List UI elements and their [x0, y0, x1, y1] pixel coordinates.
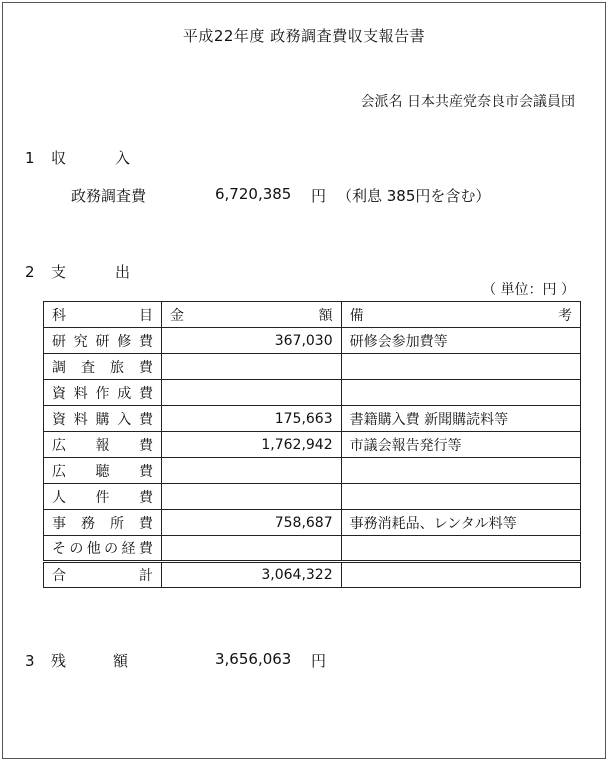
balance-number: 3 [25, 652, 35, 670]
income-number: 1 [25, 149, 35, 167]
amount-cell [161, 354, 341, 380]
remarks-cell: 書籍購入費 新聞購読料等 [341, 406, 580, 432]
item-char: 研 [95, 333, 110, 350]
header-amount-char: 金 [169, 307, 184, 324]
item-char: 調 [52, 359, 66, 376]
item-cell [44, 458, 162, 484]
income-note: （利息 385円を含む） [337, 187, 491, 205]
item-char: 報 [95, 437, 110, 454]
item-char: 経 [121, 541, 136, 557]
remarks-cell [341, 562, 580, 588]
item-char: 件 [95, 489, 110, 506]
income-heading-char-1: 収 [51, 149, 67, 167]
table-row [44, 406, 581, 432]
item-char: 費 [138, 385, 153, 402]
item-char: 他 [86, 541, 101, 557]
table-row [44, 380, 581, 406]
item-char: 成 [117, 385, 132, 402]
item-char: 査 [80, 359, 95, 376]
item-char: 究 [73, 333, 88, 350]
item-char: 聴 [95, 463, 110, 480]
item-char: 料 [73, 411, 88, 428]
item-char: の [104, 541, 119, 557]
balance-heading-char-2: 額 [113, 652, 129, 670]
item-char: 費 [138, 463, 153, 480]
item-char: 作 [95, 385, 110, 402]
item-char: 費 [138, 515, 153, 532]
income-unit: 円 [311, 187, 327, 205]
item-char: 費 [138, 411, 153, 428]
remarks-cell [341, 458, 580, 484]
amount-cell: 1,762,942 [161, 432, 341, 458]
income-heading-char-2: 入 [115, 149, 131, 167]
item-char: 旅 [109, 359, 124, 376]
expense-heading [25, 261, 130, 282]
header-amount [161, 302, 341, 328]
item-char: 費 [138, 333, 153, 350]
expense-number: 2 [25, 263, 35, 281]
table-row [44, 432, 581, 458]
item-char: の [69, 541, 84, 557]
item-cell [44, 406, 162, 432]
income-amount: 6,720,385 [215, 185, 292, 203]
item-cell [44, 536, 162, 562]
item-cell [44, 354, 162, 380]
item-cell [44, 562, 162, 588]
item-char: 購 [95, 411, 110, 428]
item-char: 費 [138, 359, 153, 376]
item-char: 広 [52, 437, 66, 454]
table-row [44, 354, 581, 380]
item-char: 事 [52, 515, 66, 532]
header-item-char: 目 [138, 307, 153, 324]
item-char: 合 [52, 568, 66, 584]
amount-cell: 175,663 [161, 406, 341, 432]
item-char: 費 [138, 437, 153, 454]
income-heading [25, 147, 130, 168]
table-total-row [44, 562, 581, 588]
remarks-cell [341, 354, 580, 380]
item-char: 人 [52, 489, 66, 506]
item-char: 入 [117, 411, 132, 428]
item-char: 費 [138, 489, 153, 506]
balance-unit: 円 [311, 652, 327, 670]
balance-amount: 3,656,063 [215, 650, 292, 668]
item-char: 計 [138, 568, 153, 584]
item-cell [44, 380, 162, 406]
header-amount-char: 額 [318, 307, 333, 324]
table-row [44, 484, 581, 510]
item-cell [44, 484, 162, 510]
header-remarks [341, 302, 580, 328]
header-item [44, 302, 162, 328]
amount-cell: 758,687 [161, 510, 341, 536]
organization-name: 会派名 日本共産党奈良市会議員団 [360, 94, 575, 110]
expense-heading-char-1: 支 [51, 263, 67, 281]
document-title: 平成22年度 政務調査費収支報告書 [182, 27, 426, 45]
item-char: 資 [52, 385, 66, 402]
expense-heading-char-2: 出 [115, 263, 131, 281]
item-char: 所 [109, 515, 124, 532]
item-char: 資 [52, 411, 66, 428]
remarks-cell [341, 536, 580, 562]
balance-heading-char-1: 残 [51, 652, 67, 670]
item-char: 務 [80, 515, 95, 532]
remarks-cell [341, 380, 580, 406]
item-char: 費 [138, 541, 153, 557]
remarks-cell: 事務消耗品、レンタル料等 [341, 510, 580, 536]
header-item-char: 科 [52, 307, 66, 324]
item-char: 料 [73, 385, 88, 402]
report-page [2, 2, 606, 759]
remarks-cell [341, 484, 580, 510]
amount-cell: 3,064,322 [161, 562, 341, 588]
unit-note: （ 単位：円 ） [482, 282, 575, 298]
table-header-row [44, 302, 581, 328]
amount-cell [161, 484, 341, 510]
item-cell [44, 432, 162, 458]
table-row [44, 536, 581, 562]
amount-cell [161, 536, 341, 562]
item-char: 広 [52, 463, 66, 480]
amount-cell [161, 380, 341, 406]
header-remarks-char: 備 [349, 307, 364, 324]
balance-heading [25, 650, 128, 671]
header-remarks-char: 考 [558, 307, 572, 324]
item-cell [44, 510, 162, 536]
table-row [44, 458, 581, 484]
expense-table [43, 301, 581, 588]
amount-cell: 367,030 [161, 328, 341, 354]
table-row [44, 510, 581, 536]
item-char: 修 [117, 333, 132, 350]
item-char: 研 [52, 333, 66, 350]
remarks-cell: 研修会参加費等 [341, 328, 580, 354]
table-row [44, 328, 581, 354]
amount-cell [161, 458, 341, 484]
item-cell [44, 328, 162, 354]
item-char: そ [52, 541, 66, 557]
income-label: 政務調査費 [71, 187, 147, 205]
remarks-cell: 市議会報告発行等 [341, 432, 580, 458]
